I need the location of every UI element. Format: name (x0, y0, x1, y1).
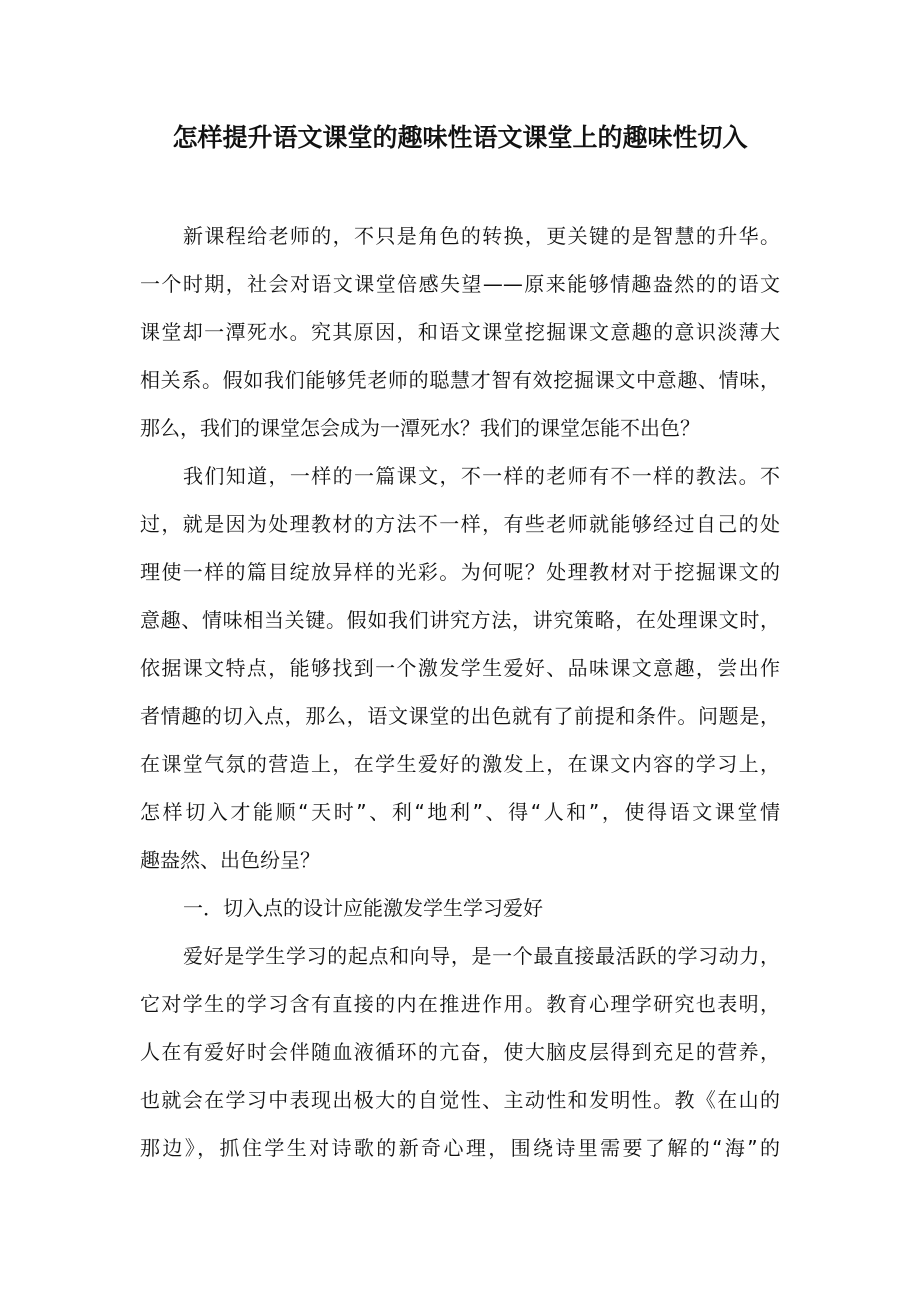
text-line: 依据课文特点，能够找到一个激发学生爱好、品味课文意趣，尝出作 (140, 656, 780, 680)
text-line: 也就会在学习中表现出极大的自觉性、主动性和发明性。教《在山的 (140, 1088, 780, 1112)
text-line: 课堂却一潭死水。究其原因，和语文课堂挖掘课文意趣的意识淡薄大 (140, 320, 780, 344)
text-line: 者情趣的切入点，那么，语文课堂的出色就有了前提和条件。问题是， (140, 704, 780, 728)
text-line: 相关系。假如我们能够凭老师的聪慧才智有效挖掘课文中意趣、情味， (140, 368, 780, 392)
text-line: 趣盎然、出色纷呈？ (140, 848, 320, 872)
text-line: 它对学生的学习含有直接的内在推进作用。教育心理学研究也表明， (140, 992, 780, 1016)
text-line: 过，就是因为处理教材的方法不一样，有些老师就能够经过自己的处 (140, 512, 780, 536)
text-line: 怎样切入才能顺“天时”、利“地利”、得“人和”，使得语文课堂情 (140, 800, 780, 824)
text-line: 一个时期，社会对语文课堂倍感失望——原来能够情趣盎然的的语文 (140, 272, 780, 296)
text-line: 新课程给老师的，不只是角色的转换，更关键的是智慧的升华。 (183, 224, 780, 248)
text-line: 理使一样的篇目绽放异样的光彩。为何呢？处理教材对于挖掘课文的 (140, 560, 780, 584)
text-line: 在课堂气氛的营造上，在学生爱好的激发上，在课文内容的学习上， (140, 752, 780, 776)
text-line: 那么，我们的课堂怎会成为一潭死水？我们的课堂怎能不出色？ (140, 416, 700, 440)
text-line: 一．切入点的设计应能激发学生学习爱好 (183, 896, 543, 920)
text-line: 那边》，抓住学生对诗歌的新奇心理，围绕诗里需要了解的“海”的 (140, 1136, 780, 1160)
article-body (140, 212, 780, 1172)
text-line: 意趣、情味相当关键。假如我们讲究方法，讲究策略，在处理课文时， (140, 608, 780, 632)
text-line: 人在有爱好时会伴随血液循环的亢奋，使大脑皮层得到充足的营养， (140, 1040, 780, 1064)
text-line: 爱好是学生学习的起点和向导，是一个最直接最活跃的学习动力， (183, 944, 780, 968)
text-line: 我们知道，一样的一篇课文，不一样的老师有不一样的教法。不 (183, 464, 780, 488)
page-title: 怎样提升语文课堂的趣味性语文课堂上的趣味性切入 (172, 123, 748, 152)
